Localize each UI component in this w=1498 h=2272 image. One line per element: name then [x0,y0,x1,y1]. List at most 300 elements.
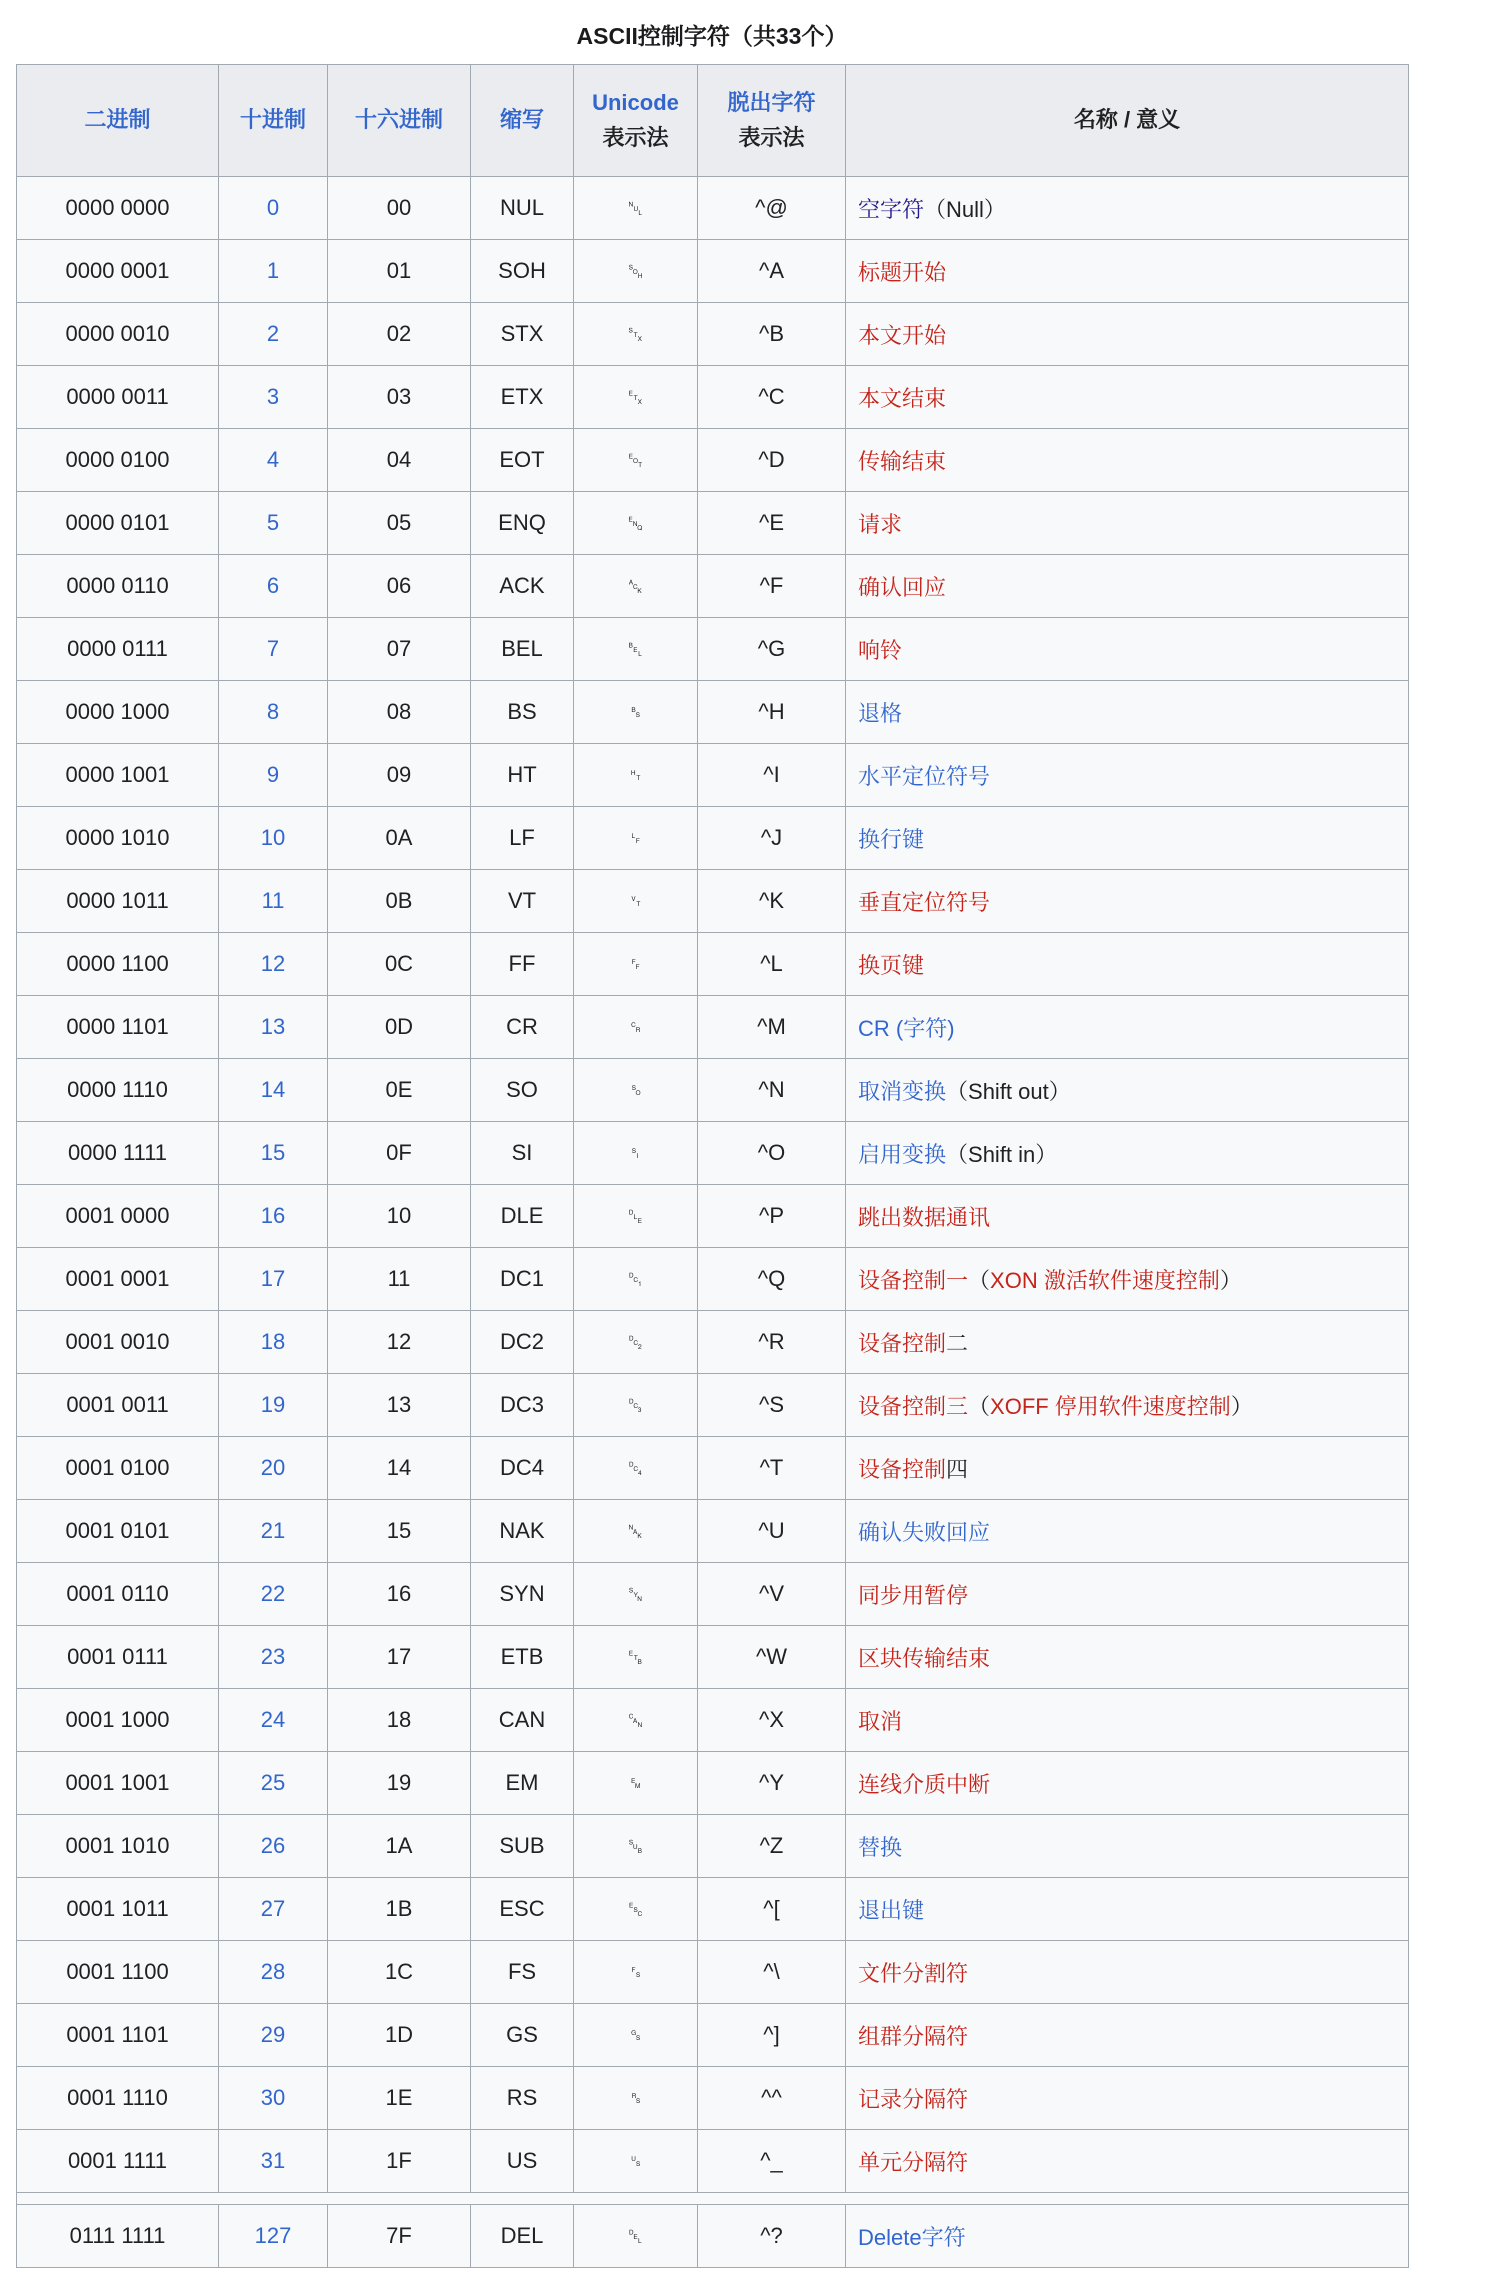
name-cell [846,1500,1409,1563]
binary-cell: 0111 1111 [17,2205,219,2268]
abbr-cell: DC2 [471,1311,574,1374]
decimal-cell [219,618,328,681]
escape-notation-cell: ^Z [698,1815,846,1878]
name-link[interactable]: 跳出数据通讯 [858,1204,991,1230]
binary-cell: 0000 1111 [17,1122,219,1185]
name-cell [846,492,1409,555]
escape-notation-cell: ^B [698,303,846,366]
binary-cell: 0001 0000 [17,1185,219,1248]
name-link[interactable]: 传输结束 [858,448,947,474]
escape-notation-cell: ^D [698,429,846,492]
unicode-cell [574,618,698,681]
decimal-link[interactable]: 6 [266,573,280,598]
decimal-link[interactable]: 22 [260,1581,286,1606]
hex-cell: 03 [328,366,471,429]
name-link[interactable]: 空字符 [858,196,925,222]
unicode-header-link[interactable]: Unicode [592,90,679,116]
escape-notation-cell: ^C [698,366,846,429]
binary-cell: 0000 1000 [17,681,219,744]
binary-header-link[interactable]: 二进制 [84,107,151,133]
decimal-link[interactable]: 3 [266,384,280,409]
name-link[interactable]: 取消 [858,1708,903,1734]
decimal-cell [219,177,328,240]
decimal-link[interactable]: 17 [260,1266,286,1291]
col-header-binary [17,65,219,177]
hex-cell: 05 [328,492,471,555]
escape-notation-cell: ^K [698,870,846,933]
escape-notation-cell: ^F [698,555,846,618]
unicode-cell [574,681,698,744]
hex-cell: 15 [328,1500,471,1563]
binary-cell: 0001 0010 [17,1311,219,1374]
escape-notation-cell: ^E [698,492,846,555]
escape-notation-cell: ^A [698,240,846,303]
decimal-cell [219,996,328,1059]
name-cell [846,807,1409,870]
unicode-header-suffix: 表示法 [602,124,669,150]
decimal-cell [219,303,328,366]
hex-cell: 1D [328,2004,471,2067]
decimal-link[interactable]: 26 [260,1833,286,1858]
decimal-cell [219,1500,328,1563]
abbr-cell: DC3 [471,1374,574,1437]
table-row [17,1248,1409,1311]
name-link[interactable]: 确认失败回应 [858,1519,991,1545]
escape-notation-cell: ^? [698,2205,846,2268]
control-picture-glyph: ␑ [627,1269,644,1291]
escape-notation-cell: ^Q [698,1248,846,1311]
abbr-cell: SI [471,1122,574,1185]
hex-cell: 07 [328,618,471,681]
binary-cell: 0000 1101 [17,996,219,1059]
abbr-cell: ENQ [471,492,574,555]
decimal-cell [219,240,328,303]
name-cell [846,996,1409,1059]
abbr-cell: SUB [471,1815,574,1878]
binary-cell: 0000 1100 [17,933,219,996]
name-link[interactable]: 文件分割符 [858,1960,969,1986]
name-link[interactable]: 替换 [858,1834,903,1860]
binary-cell: 0001 0001 [17,1248,219,1311]
name-link[interactable]: 设备控制 [858,1330,947,1356]
hex-cell: 13 [328,1374,471,1437]
header-row [17,65,1409,177]
unicode-cell [574,1248,698,1311]
decimal-link[interactable]: 30 [260,2085,286,2110]
decimal-cell [219,1563,328,1626]
name-cell [846,870,1409,933]
name-cell [846,1437,1409,1500]
name-cell [846,1374,1409,1437]
control-picture-glyph: ␖ [627,1584,644,1606]
abbr-cell: BEL [471,618,574,681]
table-row [17,1626,1409,1689]
decimal-cell [219,1248,328,1311]
decimal-link[interactable]: 9 [266,762,280,787]
name-link[interactable]: 本文结束 [858,385,947,411]
abbr-cell: DC4 [471,1437,574,1500]
decimal-cell [219,1815,328,1878]
decimal-link[interactable]: 4 [266,447,280,472]
control-picture-glyph: ␆ [627,576,644,598]
control-picture-glyph: ␂ [627,324,644,346]
name-cell [846,681,1409,744]
control-picture-glyph: ␍ [627,1017,644,1039]
name-link[interactable]: 本文开始 [858,322,947,348]
escape-notation-cell: ^M [698,996,846,1059]
binary-cell: 0000 0110 [17,555,219,618]
unicode-cell [574,555,698,618]
name-link[interactable]: XOFF 停用软件速度控制 [990,1393,1231,1419]
control-picture-glyph: ␄ [628,450,643,472]
unicode-cell [574,1311,698,1374]
abbr-cell: NUL [471,177,574,240]
decimal-link[interactable]: 28 [260,1959,286,1984]
decimal-link[interactable]: 31 [260,2148,286,2173]
control-picture-glyph: ␉ [627,765,644,787]
control-picture-glyph: ␔ [627,1458,644,1480]
page [16,18,1408,2268]
name-link[interactable]: 确认回应 [858,574,947,600]
hex-cell: 19 [328,1752,471,1815]
unicode-cell [574,366,698,429]
name-cell [846,1815,1409,1878]
name-link[interactable]: 请求 [858,511,903,537]
name-link[interactable]: CR (字符) [858,1015,955,1041]
decimal-cell [219,366,328,429]
decimal-cell [219,744,328,807]
table-row [17,555,1409,618]
decimal-link[interactable]: 8 [266,699,280,724]
page-title: ASCII控制字符（共33个） [576,23,848,49]
control-picture-glyph: ␝ [627,2025,644,2047]
decimal-link[interactable]: 127 [254,2223,292,2248]
unicode-cell [574,2130,698,2193]
unicode-cell [574,744,698,807]
hex-cell: 0D [328,996,471,1059]
control-picture-glyph: ␃ [627,387,644,409]
unicode-cell [574,1437,698,1500]
control-picture-glyph: ␒ [627,1332,644,1354]
binary-cell: 0001 1000 [17,1689,219,1752]
unicode-cell [574,1563,698,1626]
name-link[interactable]: 响铃 [858,637,903,663]
name-cell [846,1626,1409,1689]
decimal-link[interactable]: 25 [260,1770,286,1795]
binary-cell: 0001 1111 [17,2130,219,2193]
abbr-cell: NAK [471,1500,574,1563]
abbr-cell: US [471,2130,574,2193]
decimal-link[interactable]: 21 [260,1518,286,1543]
unicode-cell [574,492,698,555]
abbr-cell: VT [471,870,574,933]
name-cell [846,1122,1409,1185]
col-header-unicode [574,65,698,177]
hex-cell: 0E [328,1059,471,1122]
name-link[interactable]: 标题开始 [858,259,947,285]
binary-cell: 0001 0011 [17,1374,219,1437]
control-picture-glyph: ␙ [627,1773,644,1795]
unicode-cell [574,1500,698,1563]
table-row [17,240,1409,303]
decimal-link[interactable]: 0 [266,195,280,220]
decimal-cell [219,1185,328,1248]
name-link[interactable]: 换行键 [858,826,925,852]
decimal-link[interactable]: 19 [260,1392,286,1417]
decimal-link[interactable]: 13 [260,1014,286,1039]
hex-cell: 12 [328,1311,471,1374]
control-picture-glyph: ␜ [627,1962,644,1984]
name-cell [846,744,1409,807]
decimal-cell [219,681,328,744]
decimal-cell [219,2067,328,2130]
table-row [17,1878,1409,1941]
hex-cell: 04 [328,429,471,492]
control-picture-glyph: ␐ [627,1206,644,1228]
decimal-link[interactable]: 14 [260,1077,286,1102]
name-cell [846,1689,1409,1752]
table-row [17,744,1409,807]
hex-cell: 0C [328,933,471,996]
table-row [17,1941,1409,2004]
escape-notation-cell: ^J [698,807,846,870]
binary-cell: 0000 1110 [17,1059,219,1122]
name-link[interactable]: 同步用暂停 [858,1582,969,1608]
name-link[interactable]: 退出键 [858,1897,925,1923]
decimal-link[interactable]: 20 [260,1455,286,1480]
name-link[interactable]: 启用变换 [858,1141,947,1167]
hex-cell: 18 [328,1689,471,1752]
table-row [17,2004,1409,2067]
hex-cell: 17 [328,1626,471,1689]
unicode-cell [574,1374,698,1437]
binary-cell: 0001 1011 [17,1878,219,1941]
col-header-escape [698,65,846,177]
hex-cell: 06 [328,555,471,618]
binary-cell: 0000 0100 [17,429,219,492]
name-cell [846,1059,1409,1122]
unicode-cell [574,303,698,366]
abbr-cell: SOH [471,240,574,303]
abbr-cell: SO [471,1059,574,1122]
unicode-cell [574,1689,698,1752]
name-link[interactable]: 设备控制 [858,1456,947,1482]
decimal-link[interactable]: 2 [266,321,280,346]
name-link[interactable]: 换页键 [858,952,925,978]
control-picture-glyph: ␁ [628,261,643,283]
table-row [17,807,1409,870]
escape-notation-cell: ^I [698,744,846,807]
table-row [17,1689,1409,1752]
binary-cell: 0000 1001 [17,744,219,807]
binary-cell: 0001 0100 [17,1437,219,1500]
decimal-link[interactable]: 12 [260,951,286,976]
table-row [17,2130,1409,2193]
name-text: （Shift out） [946,1078,1071,1104]
hex-cell: 09 [328,744,471,807]
hex-cell: 11 [328,1248,471,1311]
col-header-decimal [219,65,328,177]
binary-cell: 0000 0000 [17,177,219,240]
escape-notation-cell: ^R [698,1311,846,1374]
abbr-header-link[interactable]: 缩写 [499,107,544,133]
name-link[interactable]: 单元分隔符 [858,2149,969,2175]
abbr-cell: GS [471,2004,574,2067]
binary-cell: 0001 1100 [17,1941,219,2004]
unicode-cell [574,2067,698,2130]
hex-header-link[interactable]: 十六进制 [354,107,443,133]
hex-cell: 1C [328,1941,471,2004]
name-link[interactable]: 设备控制三 [858,1393,969,1419]
name-link[interactable]: XON 激活软件速度控制 [990,1267,1220,1293]
decimal-link[interactable]: 16 [260,1203,286,1228]
hex-cell: 7F [328,2205,471,2268]
name-text: 二 [946,1330,969,1356]
abbr-cell: ETX [471,366,574,429]
name-cell [846,1563,1409,1626]
table-row [17,366,1409,429]
table-row [17,303,1409,366]
decimal-cell [219,1689,328,1752]
abbr-cell: CR [471,996,574,1059]
decimal-link[interactable]: 7 [266,636,280,661]
binary-cell: 0001 0101 [17,1500,219,1563]
name-link[interactable]: 取消变换 [858,1078,947,1104]
name-cell [846,1878,1409,1941]
name-link[interactable]: 记录分隔符 [858,2086,969,2112]
hex-cell: 02 [328,303,471,366]
decimal-cell [219,429,328,492]
binary-cell: 0000 1010 [17,807,219,870]
table-row [17,492,1409,555]
table-row [17,933,1409,996]
name-cell [846,240,1409,303]
decimal-link[interactable]: 5 [266,510,280,535]
hex-cell: 16 [328,1563,471,1626]
decimal-link[interactable]: 29 [260,2022,286,2047]
table-row [17,1122,1409,1185]
abbr-cell: ESC [471,1878,574,1941]
escape-notation-cell: ^S [698,1374,846,1437]
hex-cell: 0B [328,870,471,933]
escape-header-suffix: 表示法 [738,124,805,150]
hex-cell: 1E [328,2067,471,2130]
hex-cell: 08 [328,681,471,744]
decimal-cell [219,1437,328,1500]
decimal-link[interactable]: 15 [260,1140,286,1165]
table-row [17,429,1409,492]
escape-header-link[interactable]: 脱出字符 [727,90,816,116]
col-header-hex [328,65,471,177]
name-text: ） [1219,1267,1242,1293]
table-row [17,1374,1409,1437]
escape-notation-cell: ^T [698,1437,846,1500]
decimal-link[interactable]: 23 [260,1644,286,1669]
table-row [17,996,1409,1059]
decimal-cell [219,870,328,933]
decimal-link[interactable]: 24 [260,1707,286,1732]
escape-notation-cell: ^N [698,1059,846,1122]
escape-notation-cell: ^@ [698,177,846,240]
name-link[interactable]: 设备控制一 [858,1267,969,1293]
binary-cell: 0000 1011 [17,870,219,933]
name-cell [846,1248,1409,1311]
name-text: （ [968,1267,991,1293]
escape-notation-cell: ^W [698,1626,846,1689]
hex-cell: 10 [328,1185,471,1248]
unicode-cell [574,1185,698,1248]
unicode-cell [574,933,698,996]
name-link[interactable]: 组群分隔符 [858,2023,969,2049]
escape-notation-cell: ^L [698,933,846,996]
hex-cell: 00 [328,177,471,240]
name-cell [846,555,1409,618]
table-row [17,681,1409,744]
name-link[interactable]: 退格 [858,700,903,726]
decimal-cell [219,1941,328,2004]
name-text: ） [1230,1393,1253,1419]
name-cell [846,2205,1409,2268]
table-row [17,870,1409,933]
escape-notation-cell: ^G [698,618,846,681]
abbr-cell: CAN [471,1689,574,1752]
decimal-link[interactable]: 1 [266,258,280,283]
name-cell [846,2130,1409,2193]
name-text: （Shift in） [946,1141,1058,1167]
name-link[interactable]: 区块传输结束 [858,1645,991,1671]
binary-cell: 0000 0101 [17,492,219,555]
table-body [17,177,1409,2268]
name-link[interactable]: 水平定位符号 [858,763,991,789]
abbr-cell: STX [471,303,574,366]
decimal-link[interactable]: 10 [260,825,286,850]
hex-cell: 01 [328,240,471,303]
name-cell [846,2067,1409,2130]
control-picture-glyph: ␛ [627,1899,644,1921]
control-picture-glyph: ␏ [627,1143,644,1165]
binary-cell: 0001 1010 [17,1815,219,1878]
decimal-link[interactable]: 27 [260,1896,286,1921]
binary-cell: 0001 1110 [17,2067,219,2130]
name-cell [846,618,1409,681]
decimal-link[interactable]: 11 [261,888,285,913]
name-cell [846,429,1409,492]
name-link[interactable]: 连线介质中断 [858,1771,991,1797]
decimal-cell [219,1626,328,1689]
hex-cell: 14 [328,1437,471,1500]
name-link[interactable]: Delete字符 [858,2224,966,2250]
decimal-cell [219,1374,328,1437]
name-cell [846,366,1409,429]
control-picture-glyph: ␕ [627,1521,644,1543]
table-row [17,2205,1409,2268]
spacer-row [17,2193,1409,2205]
decimal-cell [219,1752,328,1815]
hex-cell: 1F [328,2130,471,2193]
table-row [17,1563,1409,1626]
decimal-header-link[interactable]: 十进制 [239,107,306,133]
name-cell [846,303,1409,366]
escape-notation-cell: ^X [698,1689,846,1752]
abbr-cell: ETB [471,1626,574,1689]
decimal-link[interactable]: 18 [260,1329,286,1354]
control-picture-glyph: ␊ [627,828,644,850]
unicode-cell [574,807,698,870]
decimal-cell [219,1878,328,1941]
table-row [17,1185,1409,1248]
name-link[interactable]: 垂直定位符号 [858,889,991,915]
col-header-name: 名称 / 意义 [846,65,1409,177]
